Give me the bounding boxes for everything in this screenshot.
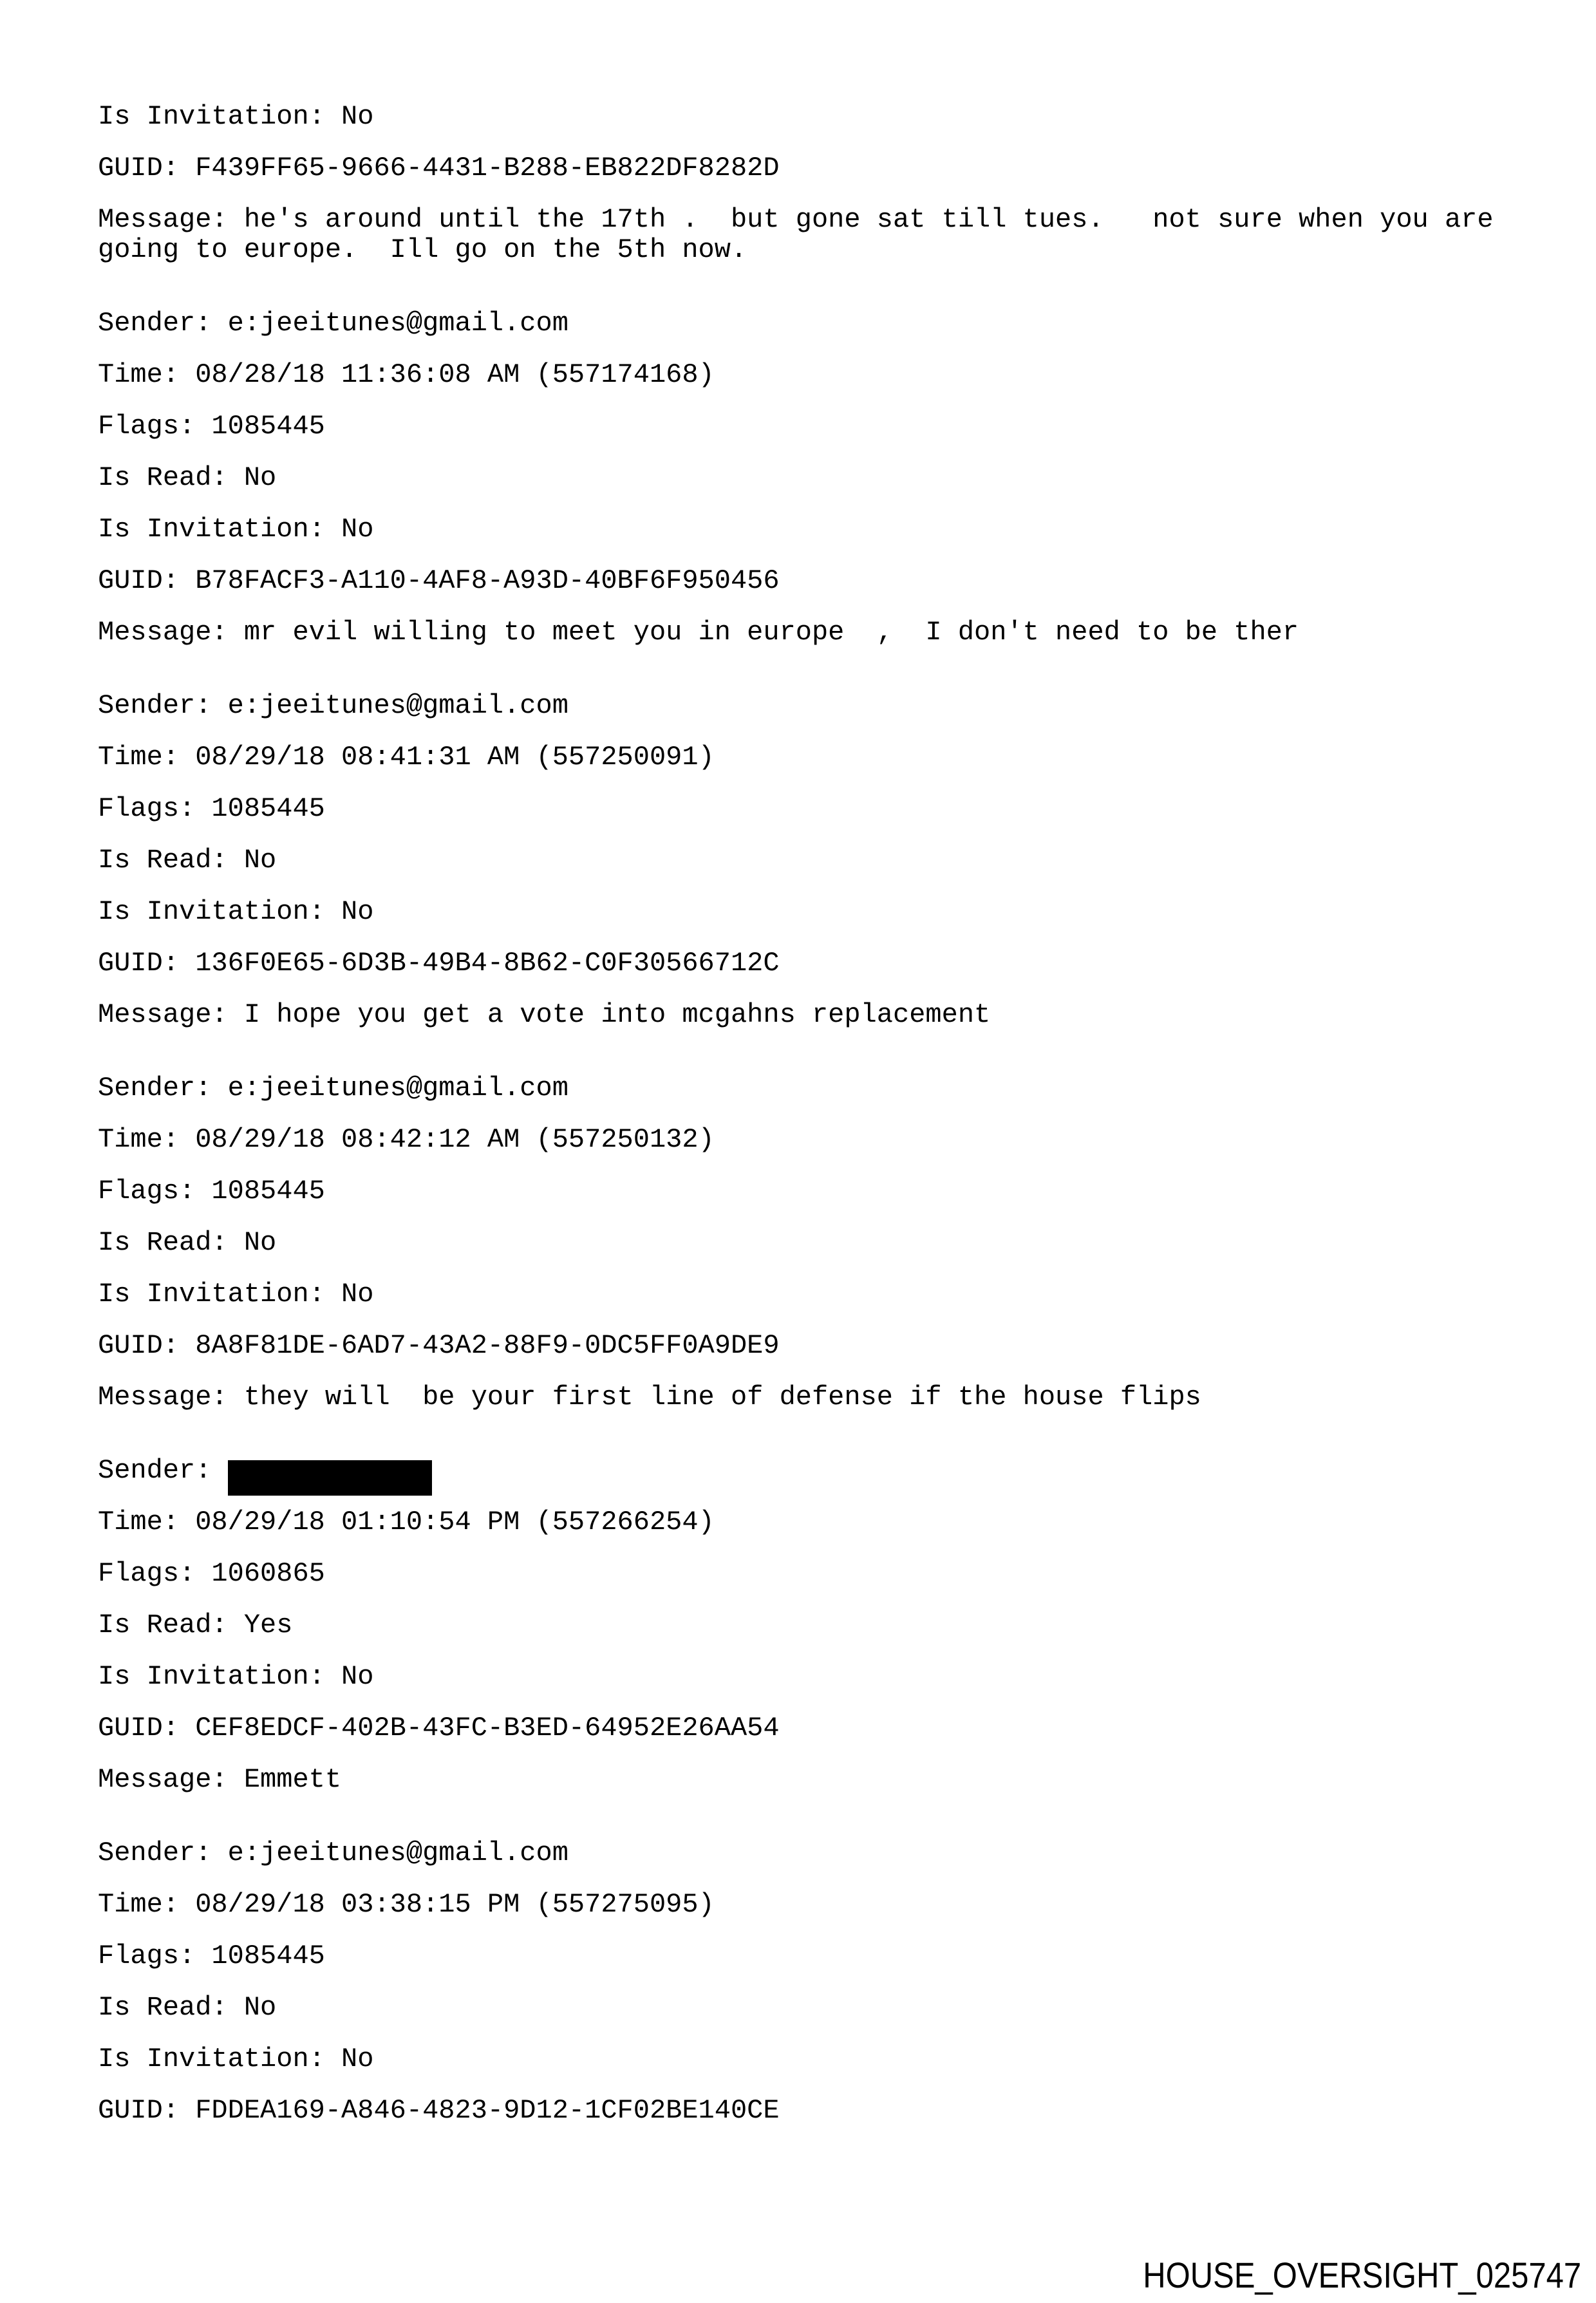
line-is-read: Is Read: No: [98, 1992, 277, 2023]
line-is-invitation: Is Invitation: No: [98, 896, 374, 927]
line-guid: GUID: 136F0E65-6D3B-49B4-8B62-C0F30566712C: [98, 948, 780, 979]
message-log-text: [98, 102, 1527, 2126]
line-is-invitation: Is Invitation: No: [98, 2044, 374, 2074]
line-time: Time: 08/29/18 01:10:54 PM (557266254): [98, 1507, 715, 1537]
sender-label: Sender:: [98, 1455, 228, 1486]
line-is-read: Is Read: No: [98, 1227, 277, 1258]
line-time: Time: 08/29/18 03:38:15 PM (557275095): [98, 1889, 715, 1920]
line-is-read: Is Read: Yes: [98, 1610, 293, 1640]
line-is-read: Is Read: No: [98, 462, 277, 493]
line-message: Message: Emmett: [98, 1764, 342, 1795]
line-sender: Sender: e:jeeitunes@gmail.com: [98, 1838, 568, 1868]
line-is-invitation: Is Invitation: No: [98, 514, 374, 545]
line-message: Message: they will be your first line of defense if the house flips: [98, 1382, 1201, 1413]
line-guid: GUID: CEF8EDCF-402B-43FC-B3ED-64952E26AA54: [98, 1713, 780, 1744]
line-guid: GUID: F439FF65-9666-4431-B288-EB822DF8282D: [98, 153, 780, 183]
line-flags: Flags: 1085445: [98, 793, 325, 824]
line-is-read: Is Read: No: [98, 845, 277, 876]
line-time: Time: 08/28/18 11:36:08 AM (557174168): [98, 359, 715, 390]
line-time: Time: 08/29/18 08:42:12 AM (557250132): [98, 1124, 715, 1155]
line-guid: GUID: 8A8F81DE-6AD7-43A2-88F9-0DC5FF0A9DE9: [98, 1330, 780, 1361]
line-guid: GUID: B78FACF3-A110-4AF8-A93D-40BF6F950456: [98, 565, 780, 596]
line-flags: Flags: 1085445: [98, 1941, 325, 1971]
line-message: Message: I hope you get a vote into mcgahns replacement: [98, 999, 991, 1030]
line-time: Time: 08/29/18 08:41:31 AM (557250091): [98, 742, 715, 773]
line-sender: Sender: e:jeeitunes@gmail.com: [98, 1073, 568, 1104]
line-message: Message: he's around until the 17th . but gone sat till tues. not sure when you are going to europe. Ill go on the 5th now.: [98, 204, 1510, 265]
line-guid: GUID: FDDEA169-A846-4823-9D12-1CF02BE140CE: [98, 2095, 780, 2126]
line-is-invitation: Is Invitation: No: [98, 1279, 374, 1310]
line-is-invitation: Is Invitation: No: [98, 1661, 374, 1692]
line-sender-redacted: [98, 1456, 1527, 1486]
line-is-invitation: Is Invitation: No: [98, 101, 374, 132]
line-flags: Flags: 1085445: [98, 1176, 325, 1207]
line-flags: Flags: 1085445: [98, 411, 325, 442]
line-flags: Flags: 1060865: [98, 1558, 325, 1589]
sender-redaction-box: [228, 1477, 432, 1478]
line-message: Message: mr evil willing to meet you in europe , I don't need to be ther: [98, 617, 1299, 648]
line-sender: Sender: e:jeeitunes@gmail.com: [98, 690, 568, 721]
line-sender: Sender: e:jeeitunes@gmail.com: [98, 308, 568, 339]
bates-number: HOUSE_OVERSIGHT_025747: [1143, 2255, 1581, 2295]
